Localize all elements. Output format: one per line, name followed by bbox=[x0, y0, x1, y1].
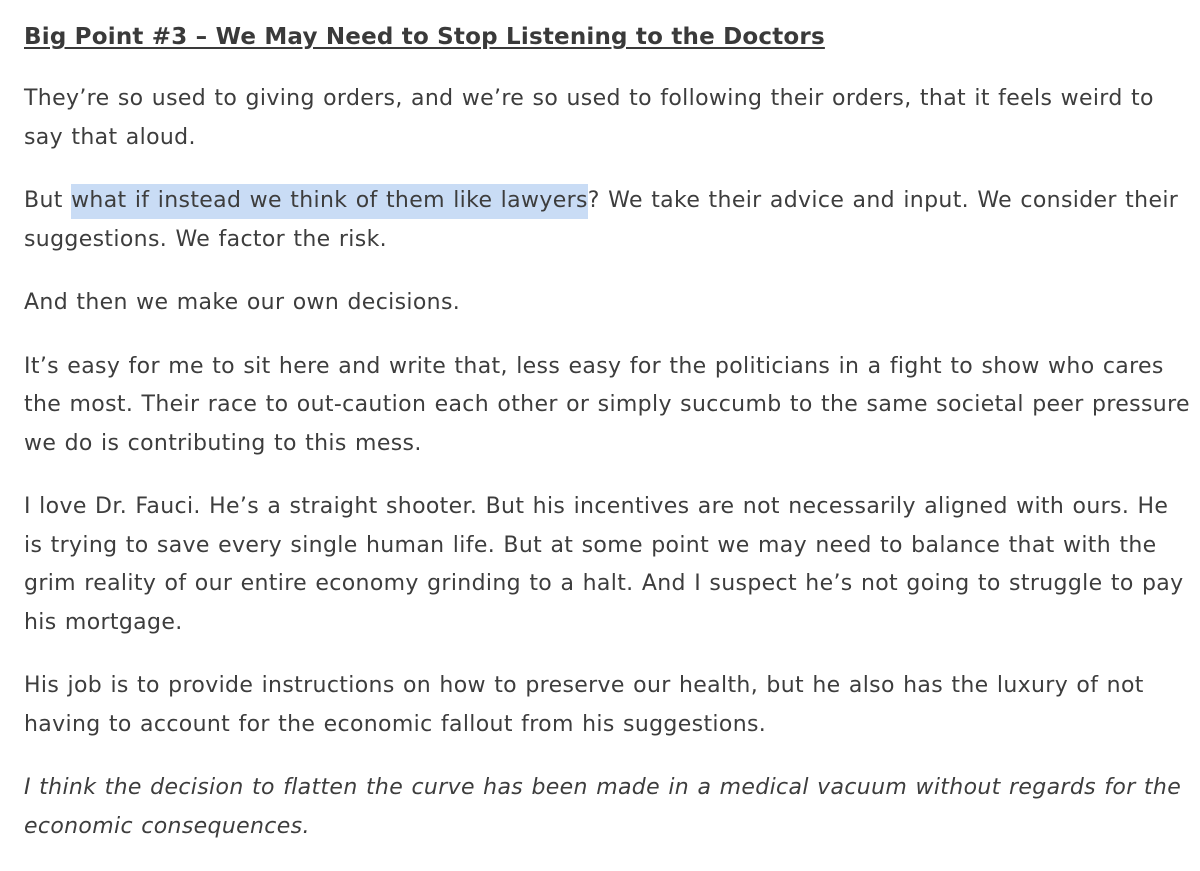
paragraph-lawyers-start: But bbox=[24, 188, 72, 213]
paragraph-his-job: His job is to provide instructions on how to preserve our health, but he also has the luxury of not having to account for the economic fallout from his suggestions. bbox=[24, 673, 1144, 737]
selected-text-highlight[interactable]: what if instead we think of them like lawyers bbox=[71, 184, 588, 219]
paragraph-politicians: It’s easy for me to sit here and write that, less easy for the politicians in a fight to show who cares the most. Their race to out-caution each other or simply succumb to the same societal peer pressure we do is contributing to this mess. bbox=[24, 353, 1190, 456]
article-body bbox=[24, 18, 1190, 871]
paragraph-lawyers-end: ? We take their advice and input. We consider their suggestions. We factor the risk. bbox=[24, 188, 1179, 252]
paragraph-lawyers bbox=[24, 182, 1190, 259]
section-heading: Big Point #3 – We May Need to Stop Listening to the Doctors bbox=[24, 24, 825, 50]
paragraph-orders: They’re so used to giving orders, and we’re so used to following their orders, that it feels weird to say that aloud. bbox=[24, 86, 1154, 150]
paragraph-conclusion-italic: I think the decision to flatten the curve has been made in a medical vacuum without regards for the economic consequences. bbox=[24, 775, 1182, 839]
paragraph-decisions: And then we make our own decisions. bbox=[24, 290, 461, 315]
paragraph-fauci: I love Dr. Fauci. He’s a straight shooter. But his incentives are not necessarily aligned with ours. He is trying to save every single human life. But at some point we may need to balance that with the grim reality of our entire economy grinding to a halt. And I suspect he’s not going to struggle to pay his mortgage. bbox=[24, 494, 1184, 635]
